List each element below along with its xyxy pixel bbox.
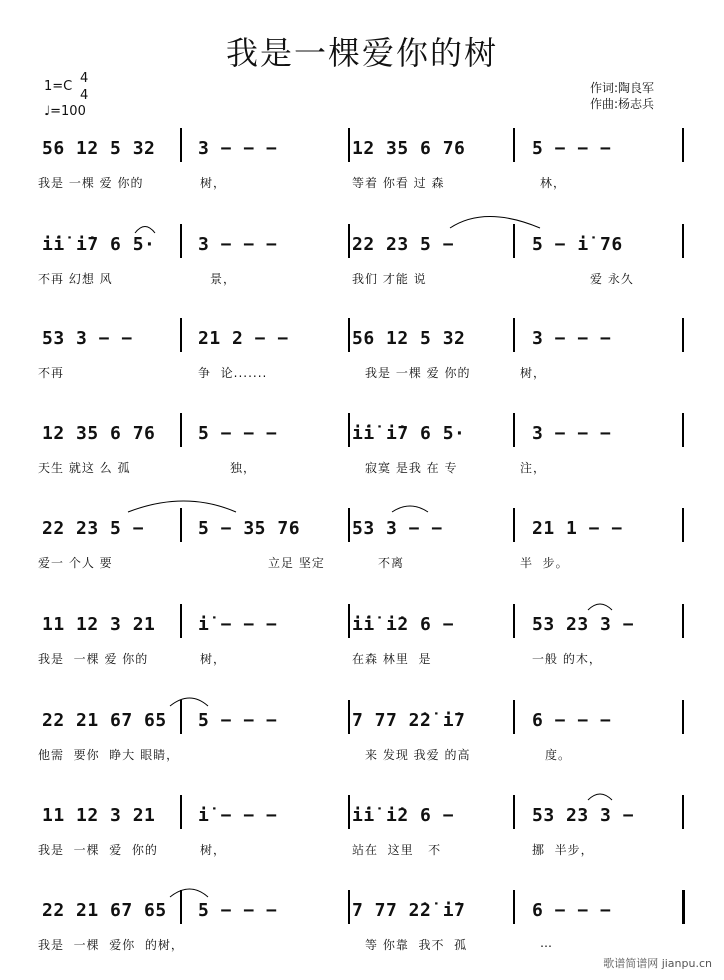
lyric-segment: 在森 林里 是 bbox=[352, 652, 432, 666]
lyric-segment: 来 发现 我爱 的高 bbox=[365, 748, 471, 762]
lyric-segment: 树， bbox=[200, 176, 227, 190]
barline bbox=[348, 604, 350, 638]
lyric-segment: 我们 才能 说 bbox=[352, 272, 427, 286]
lyric-segment: 树， bbox=[520, 366, 547, 380]
lyric-segment: 爱一 个人 要 bbox=[38, 556, 113, 570]
measure-notes: i̇ − − − bbox=[198, 614, 278, 635]
lyric-segment: 我是 一棵 爱 你的 bbox=[38, 176, 144, 190]
barline bbox=[180, 795, 182, 829]
measure-notes: 56 12 5 32 bbox=[42, 138, 156, 159]
measure-notes: i̇i̇ i̇2 6 − bbox=[352, 614, 455, 635]
measure-notes: 12 35 6 76 bbox=[352, 138, 466, 159]
lyric-segment: 爱 永久 bbox=[590, 272, 634, 286]
lyric-segment: 我是 一棵 爱 你的 bbox=[38, 843, 158, 857]
lyric-segment: 一般 的木， bbox=[532, 652, 602, 666]
measure-notes: i̇i̇ i̇7 6 5· bbox=[42, 234, 156, 255]
time-top: 4 bbox=[80, 71, 89, 86]
barline bbox=[682, 508, 684, 542]
measure-notes: 11 12 3 21 bbox=[42, 614, 156, 635]
measure-notes: 5 − 35 76 bbox=[198, 518, 301, 539]
barline bbox=[513, 413, 515, 447]
barline bbox=[682, 128, 684, 162]
measure-notes: 21 2 − − bbox=[198, 328, 289, 349]
lyric-segment: … bbox=[540, 936, 553, 950]
barline bbox=[513, 224, 515, 258]
measure-notes: i̇i̇ i̇2 6 − bbox=[352, 805, 455, 826]
measure-notes: 53 23 3 − bbox=[532, 805, 635, 826]
lyric-segment: 站在 这里 不 bbox=[352, 843, 442, 857]
barline bbox=[180, 604, 182, 638]
lyric-segment: 半 步。 bbox=[520, 556, 569, 570]
lyric-segment: 林， bbox=[540, 176, 567, 190]
composer: 作曲:杨志兵 bbox=[590, 97, 655, 111]
barline bbox=[180, 508, 182, 542]
lyric-segment: 独， bbox=[230, 461, 257, 475]
measure-notes: 53 3 − − bbox=[352, 518, 443, 539]
lyric-segment: 度。 bbox=[545, 748, 572, 762]
barline bbox=[513, 604, 515, 638]
measure-notes: 3 − − − bbox=[198, 234, 278, 255]
lyric-segment: 树， bbox=[200, 843, 227, 857]
barline bbox=[513, 795, 515, 829]
barline bbox=[682, 795, 684, 829]
barline bbox=[513, 318, 515, 352]
score-line bbox=[0, 700, 724, 790]
barline bbox=[348, 508, 350, 542]
lyric-segment: 挪 半步， bbox=[532, 843, 594, 857]
measure-notes: 5 − − − bbox=[198, 900, 278, 921]
key-signature: 1=C bbox=[44, 79, 73, 94]
measure-notes: 6 − − − bbox=[532, 710, 612, 731]
lyric-segment: 不再 bbox=[38, 366, 65, 380]
measure-notes: 22 21 67 65 bbox=[42, 900, 167, 921]
lyric-segment: 树， bbox=[200, 652, 227, 666]
measure-notes: 6 − − − bbox=[532, 900, 612, 921]
measure-notes: 53 3 − − bbox=[42, 328, 133, 349]
measure-notes: i̇ − − − bbox=[198, 805, 278, 826]
measure-notes: i̇i̇ i̇7 6 5· bbox=[352, 423, 466, 444]
time-signature bbox=[80, 70, 88, 104]
tempo-marking: ♩=100 bbox=[44, 104, 86, 119]
score-line bbox=[0, 604, 724, 694]
barline bbox=[180, 128, 182, 162]
lyric-segment: 不再 幻想 风 bbox=[38, 272, 113, 286]
barline bbox=[180, 318, 182, 352]
measure-notes: 22 23 5 − bbox=[42, 518, 145, 539]
barline bbox=[513, 128, 515, 162]
watermark: 歌谱简谱网 jianpu.cn bbox=[603, 957, 712, 970]
lyricist: 作词:陶良军 bbox=[590, 81, 655, 95]
barline bbox=[180, 700, 182, 734]
barline bbox=[348, 795, 350, 829]
measure-notes: 53 23 3 − bbox=[532, 614, 635, 635]
barline bbox=[180, 224, 182, 258]
score-line bbox=[0, 413, 724, 503]
score-line bbox=[0, 128, 724, 218]
barline bbox=[348, 128, 350, 162]
barline bbox=[180, 413, 182, 447]
lyric-segment: 我是 一棵 爱 你的 bbox=[365, 366, 471, 380]
lyric-segment: 不离 bbox=[378, 556, 405, 570]
lyric-segment: 立足 坚定 bbox=[268, 556, 325, 570]
barline bbox=[348, 224, 350, 258]
lyric-segment: 景， bbox=[210, 272, 237, 286]
barline bbox=[682, 224, 684, 258]
measure-notes: 7 77 2̇2̇ i̇7 bbox=[352, 900, 466, 921]
lyric-segment: 他需 要你 睁大 眼睛， bbox=[38, 748, 180, 762]
barline bbox=[682, 604, 684, 638]
lyric-segment: 寂寞 是我 在 专 bbox=[365, 461, 458, 475]
barline bbox=[348, 413, 350, 447]
measure-notes: 3 − − − bbox=[532, 423, 612, 444]
barline bbox=[348, 700, 350, 734]
barline bbox=[348, 890, 350, 924]
lyric-segment: 等着 你看 过 森 bbox=[352, 176, 445, 190]
measure-notes: 5 − − − bbox=[532, 138, 612, 159]
measure-notes: 56 12 5 32 bbox=[352, 328, 466, 349]
barline bbox=[180, 890, 182, 924]
barline bbox=[513, 508, 515, 542]
measure-notes: 11 12 3 21 bbox=[42, 805, 156, 826]
lyric-segment: 等 你靠 我不 孤 bbox=[365, 938, 468, 952]
measure-notes: 7 77 2̇2̇ i̇7 bbox=[352, 710, 466, 731]
lyric-segment: 天生 就这 么 孤 bbox=[38, 461, 131, 475]
lyric-segment: 我是 一棵 爱 你的 bbox=[38, 652, 149, 666]
barline bbox=[682, 890, 685, 924]
barline bbox=[682, 318, 684, 352]
measure-notes: 12 35 6 76 bbox=[42, 423, 156, 444]
score-line bbox=[0, 508, 724, 598]
measure-notes: 22 23 5 − bbox=[352, 234, 455, 255]
barline bbox=[513, 890, 515, 924]
measure-notes: 5 − − − bbox=[198, 710, 278, 731]
barline bbox=[348, 318, 350, 352]
measure-notes: 22 21 67 65 bbox=[42, 710, 167, 731]
score-line bbox=[0, 795, 724, 885]
time-bottom: 4 bbox=[80, 88, 89, 103]
measure-notes: 5 − i̇ 76 bbox=[532, 234, 623, 255]
measure-notes: 5 − − − bbox=[198, 423, 278, 444]
measure-notes: 3 − − − bbox=[198, 138, 278, 159]
score-line bbox=[0, 318, 724, 408]
lyric-segment: 注， bbox=[520, 461, 547, 475]
measure-notes: 21 1 − − bbox=[532, 518, 623, 539]
score-line bbox=[0, 224, 724, 314]
lyric-segment: 我是 一棵 爱你 的树， bbox=[38, 938, 184, 952]
credits bbox=[590, 80, 654, 112]
lyric-segment: 争 论....... bbox=[198, 366, 268, 380]
barline bbox=[682, 413, 684, 447]
barline bbox=[682, 700, 684, 734]
barline bbox=[513, 700, 515, 734]
song-title: 我是一棵爱你的树 bbox=[225, 34, 498, 72]
measure-notes: 3 − − − bbox=[532, 328, 612, 349]
